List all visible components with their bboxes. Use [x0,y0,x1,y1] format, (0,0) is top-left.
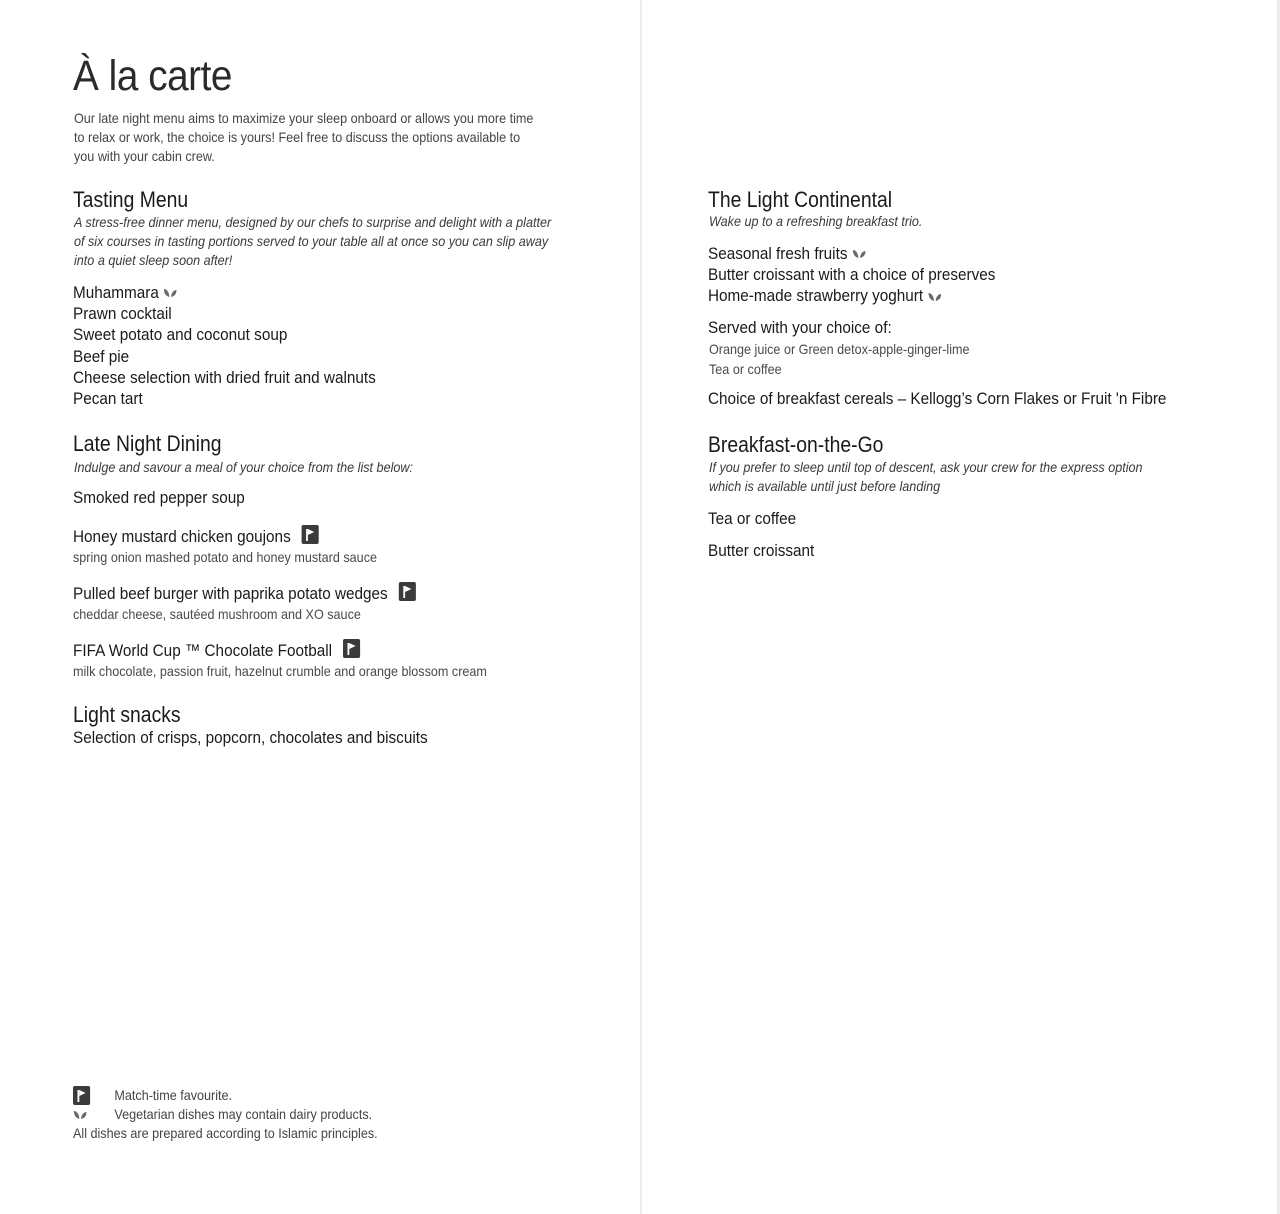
legend-vegetarian [73,1105,378,1124]
flag-icon [73,1086,90,1105]
item-name: Butter croissant with a choice of preserves [708,265,996,285]
list-item [708,264,995,285]
light-continental-description: Wake up to a refreshing breakfast trio. [709,213,923,229]
light-continental-list [708,243,995,307]
legend [73,1086,378,1143]
served-with-options [709,339,970,379]
item-name: Prawn cocktail [73,304,172,324]
served-with-label: Served with your choice of: [708,318,892,337]
dish-description: milk chocolate, passion fruit, hazelnut crumble and orange blossom cream [73,663,487,679]
item-name: Seasonal fresh fruits [708,244,848,263]
item-name: Cheese selection with dried fruit and walnuts [73,367,376,387]
list-item [73,367,376,388]
dish-item [73,525,411,565]
item-name: Sweet potato and coconut soup [73,325,288,345]
light-snacks-item: Selection of crisps, popcorn, chocolates and biscuits [73,728,428,747]
item-name: Pecan tart [73,389,143,409]
list-item [73,303,376,324]
leaf-icon [852,249,866,260]
page-title: À la carte [73,52,232,100]
list-item [73,324,376,345]
intro-text: Our late night menu aims to maximize your sleep onboard or allows you more time to relax or work, the choice is yours! Feel free to discuss the options available to you with your cabin crew. [74,110,534,164]
dish-description: cheddar cheese, sautéed mushroom and XO sauce [73,606,361,622]
list-item [708,285,995,306]
dish-name: FIFA World Cup ™ Chocolate Football [73,641,333,660]
list-item [73,388,376,409]
tasting-menu-title: Tasting Menu [73,187,189,212]
dish-description: spring onion mashed potato and honey mustard sauce [73,549,378,565]
dish-item [73,639,533,679]
item-name: Beef pie [73,346,130,366]
flag-icon [399,582,416,601]
list-item: Tea or coffee [708,509,797,528]
legend-text: Vegetarian dishes may contain dairy products. [114,1106,373,1122]
breakfast-on-the-go-title: Breakfast-on-the-Go [708,432,884,457]
leaf-icon [73,1110,87,1121]
dish-name: Smoked red pepper soup [73,488,245,507]
dish-item [73,582,454,622]
legend-text: All dishes are prepared according to Islamic principles. [73,1125,378,1141]
flag-icon [302,525,319,544]
list-item: Butter croissant [708,541,815,560]
list-item [73,282,376,303]
legend-islamic [73,1124,378,1143]
right-page [642,0,1280,1214]
breakfast-on-the-go-description: If you prefer to sleep until top of descent, ask your crew for the express option which is available until just before landing [709,459,1143,494]
dish-name: Pulled beef burger with paprika potato wedges [73,584,388,603]
late-night-dining-description: Indulge and savour a meal of your choice from the list below: [74,459,413,475]
light-snacks-title: Light snacks [73,702,181,727]
leaf-icon [163,288,177,299]
flag-icon [343,639,360,658]
option-text: Tea or coffee [709,361,782,377]
item-name: Home-made strawberry yoghurt [708,286,924,306]
leaf-icon [928,292,942,303]
item-name: Muhammara [73,283,159,302]
option-text: Orange juice or Green detox-apple-ginger-lime [709,341,970,357]
dish-item [73,488,245,508]
list-item [73,346,376,367]
late-night-dining-title: Late Night Dining [73,431,222,456]
legend-text: Match-time favourite. [114,1087,233,1103]
list-item [708,243,995,264]
tasting-menu-list [73,282,376,409]
legend-match-time [73,1086,378,1105]
light-continental-title: The Light Continental [708,187,893,212]
tasting-menu-description: A stress-free dinner menu, designed by our chefs to surprise and delight with a platter of six courses in tasting portions served to your table all at once so you can slip away into a quiet sleep soon after! [74,214,552,268]
dish-name: Honey mustard chicken goujons [73,527,291,546]
cereals-item: Choice of breakfast cereals – Kellogg’s Corn Flakes or Fruit 'n Fibre [708,389,1167,408]
